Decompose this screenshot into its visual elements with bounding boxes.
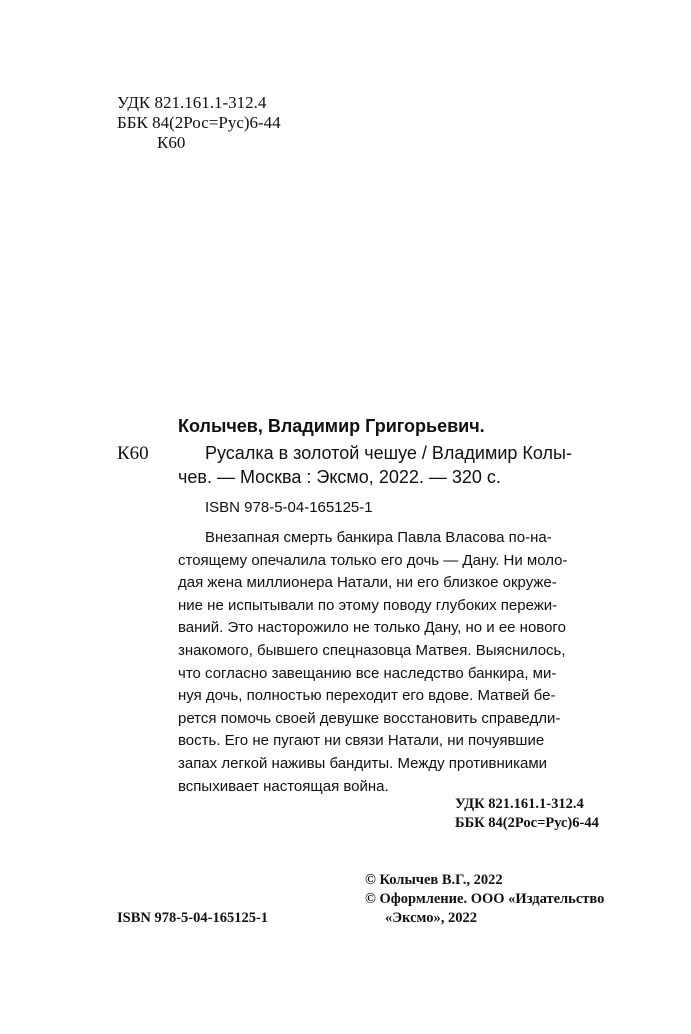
annotation-line: запах легкой наживы бандиты. Между противниками	[178, 755, 548, 772]
copyright-author: © Колычев В.Г., 2022	[365, 872, 503, 888]
description-line-2: чев. — Москва : Эксмо, 2022. — 320 с.	[178, 467, 501, 487]
annotation-line: рется помочь своей девушке восстановить справедли-	[178, 709, 561, 727]
udk-code: УДК 821.161.1-312.4	[117, 93, 267, 112]
description-line-1: Русалка в золотой чешуе / Владимир Колы-	[205, 443, 572, 463]
annotation-line: стоящему опечалила только его дочь — Дану. Ни моло-	[178, 551, 568, 569]
annotation-line: вспыхивает настоящая война.	[178, 777, 389, 795]
footer-udk: УДК 821.161.1-312.4	[455, 796, 584, 812]
footer-bbk: ББК 84(2Рос=Рус)6-44	[455, 815, 599, 831]
bbk-code: ББК 84(2Рос=Рус)6-44	[117, 113, 281, 132]
annotation-line: ние не испытывали по этому поводу глубоких пережи-	[178, 596, 558, 614]
annotation-line: знакомого, бывшего спецназовца Матвея. Выяснилось,	[178, 642, 566, 659]
annotation-line: дая жена миллионера Натали, ни его близкое окруже-	[178, 574, 557, 592]
author-name: Колычев, Владимир Григорьевич.	[178, 416, 485, 436]
annotation-line: ваний. Это насторожило не только Дану, но и ее нового	[178, 619, 566, 637]
author-mark: К60	[157, 133, 186, 152]
copyright-design: © Оформление. ООО «Издательство	[365, 891, 605, 907]
bottom-isbn: ISBN 978-5-04-165125-1	[117, 910, 269, 926]
annotation-line: нуя дочь, полностью переходит его вдове. Матвей бе-	[178, 687, 556, 705]
annotation-line: вость. Его не пугают ни связи Натали, ни почуявшие	[178, 732, 545, 750]
copyright-design-cont: «Эксмо», 2022	[385, 910, 477, 926]
annotation-line: Внезапная смерть банкира Павла Власова по-на-	[205, 529, 552, 546]
record-mark: К60	[117, 443, 149, 464]
annotation-line: что согласно завещанию все наследство банкира, ми-	[178, 664, 557, 682]
record-isbn: ISBN 978-5-04-165125-1	[205, 499, 373, 516]
